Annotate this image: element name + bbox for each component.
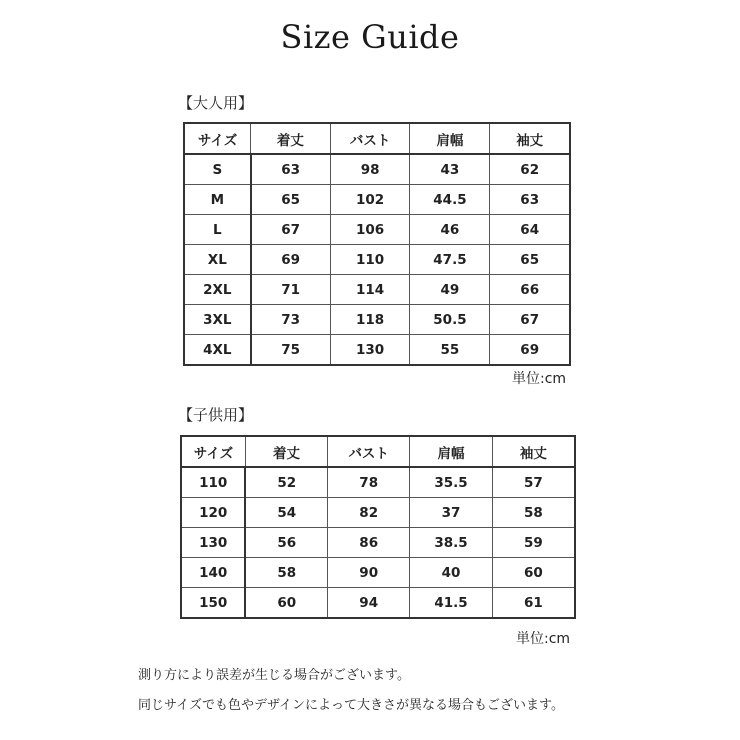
column-header-length: 着丈 xyxy=(251,123,331,154)
shoulder-cell: 55 xyxy=(410,335,490,366)
sleeve-cell: 60 xyxy=(492,558,575,588)
table-row xyxy=(184,305,570,335)
size-cell: 4XL xyxy=(184,335,251,366)
bust-cell: 94 xyxy=(328,588,410,619)
length-cell: 56 xyxy=(245,528,327,558)
sleeve-cell: 67 xyxy=(490,305,570,335)
size-cell: 3XL xyxy=(184,305,251,335)
adult-section-label: 【大人用】 xyxy=(178,94,254,112)
shoulder-cell: 38.5 xyxy=(410,528,493,558)
shoulder-cell: 47.5 xyxy=(410,245,490,275)
table-row xyxy=(184,275,570,305)
table-row xyxy=(181,498,575,528)
sleeve-cell: 66 xyxy=(490,275,570,305)
size-cell: L xyxy=(184,215,251,245)
shoulder-cell: 50.5 xyxy=(410,305,490,335)
column-header-length: 着丈 xyxy=(245,436,327,467)
bust-cell: 102 xyxy=(330,185,410,215)
sleeve-cell: 59 xyxy=(492,528,575,558)
length-cell: 60 xyxy=(245,588,327,619)
shoulder-cell: 41.5 xyxy=(410,588,493,619)
bust-cell: 114 xyxy=(330,275,410,305)
size-cell: 130 xyxy=(181,528,245,558)
column-header-sleeve: 袖丈 xyxy=(490,123,570,154)
bust-cell: 118 xyxy=(330,305,410,335)
size-cell: XL xyxy=(184,245,251,275)
table-row xyxy=(184,185,570,215)
length-cell: 67 xyxy=(251,215,331,245)
size-cell: 150 xyxy=(181,588,245,619)
table-row xyxy=(184,215,570,245)
shoulder-cell: 37 xyxy=(410,498,493,528)
size-cell: 110 xyxy=(181,467,245,498)
column-header-bust: バスト xyxy=(330,123,410,154)
child-section-label: 【子供用】 xyxy=(178,406,254,424)
bust-cell: 98 xyxy=(330,154,410,185)
bust-cell: 110 xyxy=(330,245,410,275)
sleeve-cell: 64 xyxy=(490,215,570,245)
child-unit-label: 単位:cm xyxy=(516,631,571,647)
length-cell: 71 xyxy=(251,275,331,305)
size-cell: 2XL xyxy=(184,275,251,305)
sleeve-cell: 63 xyxy=(490,185,570,215)
bust-cell: 86 xyxy=(328,528,410,558)
column-header-sleeve: 袖丈 xyxy=(492,436,575,467)
length-cell: 69 xyxy=(251,245,331,275)
shoulder-cell: 43 xyxy=(410,154,490,185)
size-cell: M xyxy=(184,185,251,215)
sleeve-cell: 61 xyxy=(492,588,575,619)
shoulder-cell: 40 xyxy=(410,558,493,588)
column-header-size: サイズ xyxy=(184,123,251,154)
table-row xyxy=(184,154,570,185)
child-size-table xyxy=(180,435,576,619)
size-cell: 120 xyxy=(181,498,245,528)
column-header-shoulder: 肩幅 xyxy=(410,123,490,154)
sleeve-cell: 65 xyxy=(490,245,570,275)
table-row xyxy=(181,588,575,619)
column-header-shoulder: 肩幅 xyxy=(410,436,493,467)
table-row xyxy=(184,245,570,275)
sleeve-cell: 58 xyxy=(492,498,575,528)
table-row xyxy=(181,528,575,558)
table-row xyxy=(184,335,570,366)
sleeve-cell: 57 xyxy=(492,467,575,498)
page-title: Size Guide xyxy=(280,18,460,56)
length-cell: 54 xyxy=(245,498,327,528)
column-header-bust: バスト xyxy=(328,436,410,467)
shoulder-cell: 49 xyxy=(410,275,490,305)
bust-cell: 106 xyxy=(330,215,410,245)
shoulder-cell: 46 xyxy=(410,215,490,245)
bust-cell: 90 xyxy=(328,558,410,588)
length-cell: 58 xyxy=(245,558,327,588)
bust-cell: 130 xyxy=(330,335,410,366)
table-header-row xyxy=(181,436,575,467)
sleeve-cell: 62 xyxy=(490,154,570,185)
size-cell: S xyxy=(184,154,251,185)
length-cell: 65 xyxy=(251,185,331,215)
adult-size-table xyxy=(183,122,571,366)
table-header-row xyxy=(184,123,570,154)
length-cell: 63 xyxy=(251,154,331,185)
note-measurement-error: 測り方により誤差が生じる場合がございます。 xyxy=(138,668,410,683)
bust-cell: 82 xyxy=(328,498,410,528)
table-row xyxy=(181,467,575,498)
bust-cell: 78 xyxy=(328,467,410,498)
sleeve-cell: 69 xyxy=(490,335,570,366)
shoulder-cell: 35.5 xyxy=(410,467,493,498)
adult-unit-label: 単位:cm xyxy=(512,371,567,387)
note-size-variation: 同じサイズでも色やデザインによって大きさが異なる場合もございます。 xyxy=(138,698,565,713)
length-cell: 75 xyxy=(251,335,331,366)
table-row xyxy=(181,558,575,588)
length-cell: 52 xyxy=(245,467,327,498)
column-header-size: サイズ xyxy=(181,436,245,467)
shoulder-cell: 44.5 xyxy=(410,185,490,215)
size-cell: 140 xyxy=(181,558,245,588)
length-cell: 73 xyxy=(251,305,331,335)
